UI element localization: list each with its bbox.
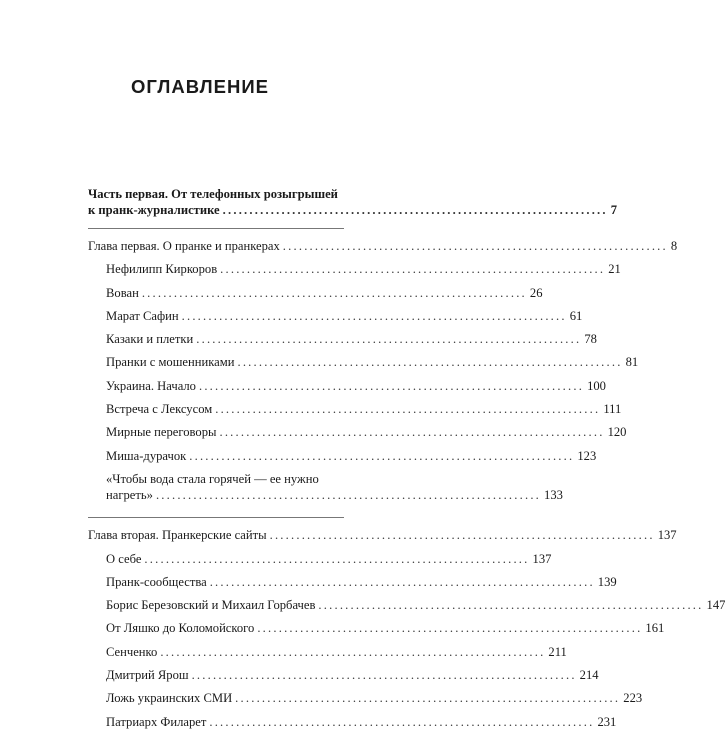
entry-title: Патриарх Филарет (106, 714, 207, 729)
dot-leader: ........................................................................ (155, 487, 542, 502)
dot-leader: ........................................................................ (222, 203, 608, 217)
part-heading-line1: Часть первая. От телефонных розыгрышей (88, 187, 338, 201)
page-number: 100 (587, 378, 606, 393)
toc-entry (88, 448, 597, 464)
page-number: 111 (603, 402, 622, 417)
entry-title-line1: «Чтобы вода стала горячей — ее нужно (106, 471, 319, 486)
dot-leader: ........................................................................ (235, 691, 621, 706)
page-number: 133 (544, 487, 563, 502)
dot-leader: ........................................................................ (237, 355, 623, 370)
entry-title: Пранк-сообщества (106, 574, 207, 589)
page-number: 120 (607, 425, 627, 440)
section-divider (88, 228, 344, 229)
toc-entry (88, 597, 725, 613)
dot-leader: ........................................................................ (209, 714, 595, 729)
dot-leader: ........................................................................ (196, 332, 582, 347)
chapter-title: Глава первая. О пранке и пранкерах (88, 239, 280, 253)
page-number: 81 (625, 355, 639, 370)
toc-entry (88, 471, 563, 503)
toc-entry (88, 551, 552, 567)
page-number: 161 (645, 621, 665, 636)
dot-leader: ........................................................................ (144, 551, 530, 566)
table-of-contents (88, 186, 725, 737)
entry-title: Марат Сафин (106, 308, 179, 323)
entry-title: Встреча с Лексусом (106, 402, 213, 417)
page-number: 21 (608, 262, 621, 277)
part-heading-line2-row (88, 202, 618, 218)
page-number: 78 (584, 332, 597, 347)
entry-title: Вован (106, 285, 139, 300)
entry-title: О себе (106, 551, 142, 566)
toc-entry (88, 261, 621, 277)
entry-title: Нефилипп Киркоров (106, 262, 218, 277)
toc-entry (88, 331, 597, 347)
toc-entry (88, 714, 617, 730)
toc-entry (88, 667, 599, 683)
page-number: 26 (529, 285, 543, 300)
dot-leader: ........................................................................ (160, 644, 546, 659)
dot-leader: ........................................................................ (220, 262, 606, 277)
entry-title: Миша-дурачок (106, 448, 187, 463)
dot-leader: ........................................................................ (189, 448, 575, 463)
entry-title: Сенченко (106, 644, 158, 659)
dot-leader: ........................................................................ (257, 621, 643, 636)
dot-leader: ........................................................................ (181, 308, 567, 323)
page-number: 231 (597, 714, 617, 729)
dot-leader: ........................................................................ (318, 598, 704, 613)
toc-entry (88, 354, 639, 370)
page-number: 123 (577, 448, 597, 463)
chapter-title: Глава вторая. Пранкерские сайты (88, 528, 267, 543)
toc-entry (88, 401, 622, 417)
dot-leader: ........................................................................ (219, 425, 605, 440)
entry-title: От Ляшко до Коломойского (106, 621, 255, 636)
toc-entry (88, 285, 543, 301)
page-number: 147 (706, 598, 725, 613)
entry-title-line2: нагреть» (106, 487, 153, 502)
dot-leader: ........................................................................ (141, 285, 527, 300)
page-number: 61 (569, 308, 583, 323)
dot-leader: ........................................................................ (191, 668, 577, 683)
page-number: 137 (657, 528, 677, 543)
page-title: ОГЛАВЛЕНИЕ (131, 76, 269, 97)
entry-title: Украина. Начало (106, 378, 196, 393)
page-number: 214 (579, 668, 599, 683)
entry-title: Дмитрий Ярош (106, 668, 189, 683)
toc-entry (88, 644, 567, 660)
page-number: 8 (670, 239, 678, 253)
toc-entry (88, 424, 627, 440)
dot-leader: ........................................................................ (209, 574, 595, 589)
page-number: 223 (623, 691, 643, 706)
dot-leader: ........................................................................ (269, 528, 655, 543)
dot-leader: ........................................................................ (198, 378, 585, 393)
entry-title: Казаки и плетки (106, 332, 194, 347)
chapter-entry (88, 238, 678, 254)
dot-leader: ........................................................................ (215, 402, 601, 417)
toc-entry (88, 378, 606, 394)
toc-entry (88, 574, 617, 590)
part-heading (88, 186, 618, 218)
entry-title-line2-row (106, 487, 563, 503)
entry-title: Пранки с мошенниками (106, 355, 235, 370)
toc-entry (88, 308, 583, 324)
page-number: 211 (548, 644, 567, 659)
toc-entry (88, 620, 665, 636)
page-number: 139 (597, 574, 617, 589)
page-number: 137 (532, 551, 552, 566)
dot-leader: ........................................................................ (282, 239, 668, 253)
page-number: 7 (610, 203, 618, 217)
section-divider (88, 517, 344, 518)
entry-title: Борис Березовский и Михаил Горбачев (106, 598, 316, 613)
entry-title: Ложь украинских СМИ (106, 691, 233, 706)
toc-entry (88, 690, 643, 706)
entry-title: Мирные переговоры (106, 425, 217, 440)
part-heading-line2: к пранк-журналистике (88, 203, 220, 217)
chapter-entry (88, 527, 677, 543)
